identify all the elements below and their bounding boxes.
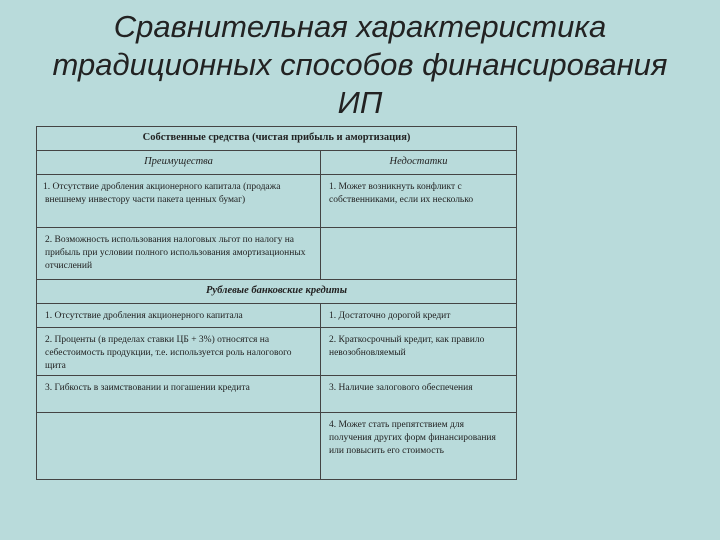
cell-text: [321, 228, 516, 234]
section-header-bank-credits: [37, 280, 517, 304]
table-row: [37, 228, 517, 280]
cell-text: 3. Гибкость в заимствовании и погашении кредита: [45, 383, 250, 393]
table-row: [37, 413, 517, 480]
table-cell: [37, 376, 321, 413]
slide-title: [0, 8, 720, 122]
title-line-1: Сравнительная характеристика: [113, 9, 607, 44]
cell-text: 4. Может стать препятствием для получения других форм финансирования или повысить его стоимость: [329, 420, 496, 456]
table-row: [37, 328, 517, 376]
table-cell: [37, 175, 321, 228]
table-row: [37, 304, 517, 328]
cell-text: 2. Проценты (в пределах ставки ЦБ + 3%) относятся на себестоимость продукции, т.е. используется роль налогового щита: [45, 335, 292, 371]
section-header-own-funds: [37, 127, 517, 151]
cell-text: 1. Отсутствие дробления акционерного капитала: [45, 311, 243, 321]
cell-text: 1. Может возникнуть конфликт с собственниками, если их несколько: [329, 182, 474, 205]
table-cell: [321, 304, 517, 328]
table-cell: [321, 175, 517, 228]
table-cell: [37, 304, 321, 328]
section-header-bank-credits-text: Рублевые банковские кредиты: [206, 285, 347, 296]
table-cell: [321, 376, 517, 413]
cell-text: 2. Возможность использования налоговых льгот по налогу на прибыль при условии полного использования амортизационных отчислений: [45, 235, 306, 271]
cell-text: 1. Достаточно дорогой кредит: [329, 311, 451, 321]
table-cell: [37, 328, 321, 376]
comparison-table: [36, 126, 517, 480]
cell-text: 3. Наличие залогового обеспечения: [329, 383, 473, 393]
title-line-2: традиционных способов финансирования: [52, 47, 668, 82]
title-line-3: ИП: [337, 85, 383, 120]
column-header-disadvantages: [321, 151, 517, 175]
column-header-advantages-text: Преимущества: [144, 156, 213, 167]
table-cell: [321, 328, 517, 376]
column-header-disadvantages-text: Недостатки: [389, 156, 448, 167]
table-cell: [321, 228, 517, 280]
table-row: [37, 175, 517, 228]
cell-text: [37, 413, 320, 419]
table-cell: [37, 413, 321, 480]
table-cell: [37, 228, 321, 280]
cell-text: 1. Отсутствие дробления акционерного капитала (продажа внешнему инвестору части пакета ценных бумаг): [43, 182, 281, 205]
section-header-own-funds-text: Собственные средства (чистая прибыль и амортизация): [142, 132, 411, 143]
column-header-advantages: [37, 151, 321, 175]
cell-text: 2. Краткосрочный кредит, как правило невозобновляемый: [329, 335, 485, 358]
table-cell: [321, 413, 517, 480]
table-row: [37, 376, 517, 413]
